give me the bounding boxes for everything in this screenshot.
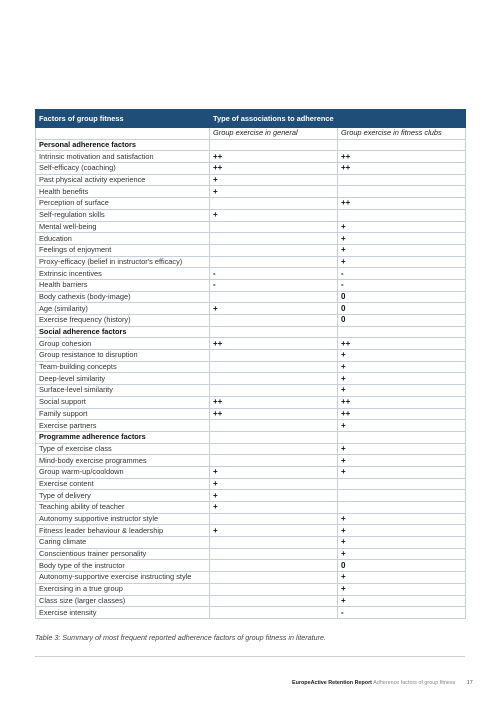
table-row [36, 256, 466, 268]
general-value-cell [210, 361, 338, 373]
general-value-cell: ++ [210, 408, 338, 420]
factor-cell: Social adherence factors [36, 326, 210, 338]
section-header-row [36, 326, 466, 338]
general-value-cell [210, 607, 338, 619]
clubs-value-cell: + [338, 537, 466, 549]
table-row [36, 607, 466, 619]
factor-cell: Exercise content [36, 478, 210, 490]
general-value-cell [210, 244, 338, 256]
clubs-value-cell [338, 209, 466, 221]
table-row [36, 350, 466, 362]
general-value-cell: + [210, 174, 338, 186]
general-value-cell [210, 420, 338, 432]
clubs-value-cell: + [338, 420, 466, 432]
general-value-cell: + [210, 466, 338, 478]
general-value-cell: ++ [210, 163, 338, 175]
table-row [36, 291, 466, 303]
table-row [36, 408, 466, 420]
general-value-cell [210, 221, 338, 233]
clubs-value-cell: ++ [338, 198, 466, 210]
general-value-cell: + [210, 478, 338, 490]
general-value-cell [210, 315, 338, 327]
table-row [36, 548, 466, 560]
factor-cell: Social support [36, 396, 210, 408]
table-row [36, 221, 466, 233]
factor-cell: Autonomy supportive instructor style [36, 513, 210, 525]
factor-cell: Health benefits [36, 186, 210, 198]
table-row [36, 537, 466, 549]
general-value-cell [210, 537, 338, 549]
clubs-value-cell [338, 174, 466, 186]
factor-cell: Group warm-up/cooldown [36, 466, 210, 478]
clubs-value-cell [338, 490, 466, 502]
general-value-cell [210, 548, 338, 560]
general-value-cell: - [210, 279, 338, 291]
general-value-cell: ++ [210, 151, 338, 163]
factor-cell: Type of delivery [36, 490, 210, 502]
factor-cell: Exercise frequency (history) [36, 315, 210, 327]
clubs-value-cell: + [338, 455, 466, 467]
factor-cell: Mental well-being [36, 221, 210, 233]
table-row [36, 268, 466, 280]
factor-cell: Exercise partners [36, 420, 210, 432]
factor-cell: Group cohesion [36, 338, 210, 350]
general-value-cell [210, 198, 338, 210]
factor-cell: Self-regulation skills [36, 209, 210, 221]
factor-cell: Autonomy-supportive exercise instructing style [36, 572, 210, 584]
table-row [36, 455, 466, 467]
table-row [36, 572, 466, 584]
general-value-cell [210, 455, 338, 467]
clubs-value-cell: 0 [338, 560, 466, 572]
table-row [36, 478, 466, 490]
table-row [36, 502, 466, 514]
general-value-cell [210, 385, 338, 397]
clubs-value-cell: + [338, 572, 466, 584]
table-row [36, 420, 466, 432]
general-value-cell [210, 233, 338, 245]
factor-cell: Exercise intensity [36, 607, 210, 619]
table-row [36, 303, 466, 315]
section-header-row [36, 139, 466, 151]
clubs-value-cell: + [338, 513, 466, 525]
factor-cell: Deep-level similarity [36, 373, 210, 385]
clubs-value-cell: + [338, 466, 466, 478]
factor-cell: Fitness leader behaviour & leadership [36, 525, 210, 537]
table-row [36, 373, 466, 385]
clubs-value-cell [338, 431, 466, 443]
factor-cell: Class size (larger classes) [36, 595, 210, 607]
subheader-general: Group exercise in general [210, 128, 338, 140]
page-footer [292, 680, 473, 686]
factor-cell: Group resistance to disruption [36, 350, 210, 362]
table-row [36, 583, 466, 595]
factor-cell: Conscientious trainer personality [36, 548, 210, 560]
table-row [36, 490, 466, 502]
factor-cell: Mind-body exercise programmes [36, 455, 210, 467]
clubs-value-cell: 0 [338, 315, 466, 327]
table-row [36, 244, 466, 256]
footer-divider [35, 656, 465, 657]
table-row [36, 209, 466, 221]
factor-cell: Feelings of enjoyment [36, 244, 210, 256]
general-value-cell [210, 443, 338, 455]
table-subheader-row [36, 128, 466, 140]
clubs-value-cell: ++ [338, 151, 466, 163]
clubs-value-cell: ++ [338, 163, 466, 175]
factor-cell: Team-building concepts [36, 361, 210, 373]
header-factors: Factors of group fitness [36, 110, 210, 128]
table-header-row [36, 110, 466, 128]
table-row [36, 595, 466, 607]
general-value-cell [210, 350, 338, 362]
clubs-value-cell: + [338, 233, 466, 245]
subheader-clubs: Group exercise in fitness clubs [338, 128, 466, 140]
clubs-value-cell: + [338, 385, 466, 397]
general-value-cell [210, 373, 338, 385]
section-header-row [36, 431, 466, 443]
factor-cell: Exercising in a true group [36, 583, 210, 595]
clubs-value-cell [338, 139, 466, 151]
table-row [36, 466, 466, 478]
clubs-value-cell: + [338, 583, 466, 595]
clubs-value-cell: + [338, 595, 466, 607]
general-value-cell: ++ [210, 338, 338, 350]
clubs-value-cell: + [338, 221, 466, 233]
general-value-cell [210, 256, 338, 268]
clubs-value-cell: + [338, 548, 466, 560]
table-row [36, 338, 466, 350]
factor-cell: Education [36, 233, 210, 245]
clubs-value-cell: + [338, 361, 466, 373]
factor-cell: Health barriers [36, 279, 210, 291]
general-value-cell [210, 572, 338, 584]
clubs-value-cell [338, 478, 466, 490]
table-caption: Table 3: Summary of most frequent reported adherence factors of group fitness in literature. [35, 633, 326, 642]
clubs-value-cell: + [338, 525, 466, 537]
table-row [36, 151, 466, 163]
table-row [36, 233, 466, 245]
factor-cell: Surface-level similarity [36, 385, 210, 397]
clubs-value-cell: 0 [338, 291, 466, 303]
factor-cell: Age (similarity) [36, 303, 210, 315]
factor-cell: Perception of surface [36, 198, 210, 210]
page-number: 17 [466, 680, 473, 686]
general-value-cell [210, 431, 338, 443]
table-row [36, 198, 466, 210]
table-row [36, 361, 466, 373]
factor-cell: Proxy-efficacy (belief in instructor's efficacy) [36, 256, 210, 268]
general-value-cell [210, 326, 338, 338]
clubs-value-cell [338, 326, 466, 338]
general-value-cell: + [210, 502, 338, 514]
factor-cell: Type of exercise class [36, 443, 210, 455]
factor-cell: Caring climate [36, 537, 210, 549]
table-row [36, 560, 466, 572]
clubs-value-cell: ++ [338, 396, 466, 408]
factor-cell: Self-efficacy (coaching) [36, 163, 210, 175]
clubs-value-cell: + [338, 443, 466, 455]
factor-cell: Programme adherence factors [36, 431, 210, 443]
general-value-cell: + [210, 209, 338, 221]
general-value-cell: ++ [210, 396, 338, 408]
clubs-value-cell: + [338, 244, 466, 256]
general-value-cell [210, 139, 338, 151]
subheader-empty [36, 128, 210, 140]
general-value-cell [210, 291, 338, 303]
factor-cell: Past physical activity experience [36, 174, 210, 186]
table-row [36, 186, 466, 198]
table-row [36, 174, 466, 186]
general-value-cell: + [210, 303, 338, 315]
general-value-cell [210, 513, 338, 525]
footer-section-title: Adherence factors of group fitness [373, 680, 456, 686]
table-row [36, 513, 466, 525]
general-value-cell: + [210, 186, 338, 198]
factor-cell: Intrinsic motivation and satisfaction [36, 151, 210, 163]
clubs-value-cell: + [338, 256, 466, 268]
footer-report-title: EuropeActive Retention Report [292, 680, 372, 686]
table-row [36, 396, 466, 408]
factor-cell: Body type of the instructor [36, 560, 210, 572]
table-row [36, 315, 466, 327]
general-value-cell [210, 583, 338, 595]
table-row [36, 385, 466, 397]
table-row [36, 525, 466, 537]
general-value-cell: + [210, 490, 338, 502]
clubs-value-cell: - [338, 279, 466, 291]
general-value-cell [210, 560, 338, 572]
clubs-value-cell: + [338, 373, 466, 385]
factor-cell: Extrinsic incentives [36, 268, 210, 280]
factor-cell: Family support [36, 408, 210, 420]
factor-cell: Teaching ability of teacher [36, 502, 210, 514]
general-value-cell: - [210, 268, 338, 280]
general-value-cell [210, 595, 338, 607]
table-row [36, 163, 466, 175]
clubs-value-cell: - [338, 607, 466, 619]
clubs-value-cell [338, 186, 466, 198]
adherence-factors-table [35, 109, 466, 619]
factor-cell: Body cathexis (body-image) [36, 291, 210, 303]
factor-cell: Personal adherence factors [36, 139, 210, 151]
header-associations: Type of associations to adherence [210, 110, 466, 128]
table-row [36, 443, 466, 455]
clubs-value-cell: 0 [338, 303, 466, 315]
clubs-value-cell: ++ [338, 408, 466, 420]
general-value-cell: + [210, 525, 338, 537]
clubs-value-cell: + [338, 350, 466, 362]
clubs-value-cell: ++ [338, 338, 466, 350]
clubs-value-cell [338, 502, 466, 514]
table-row [36, 279, 466, 291]
clubs-value-cell: - [338, 268, 466, 280]
